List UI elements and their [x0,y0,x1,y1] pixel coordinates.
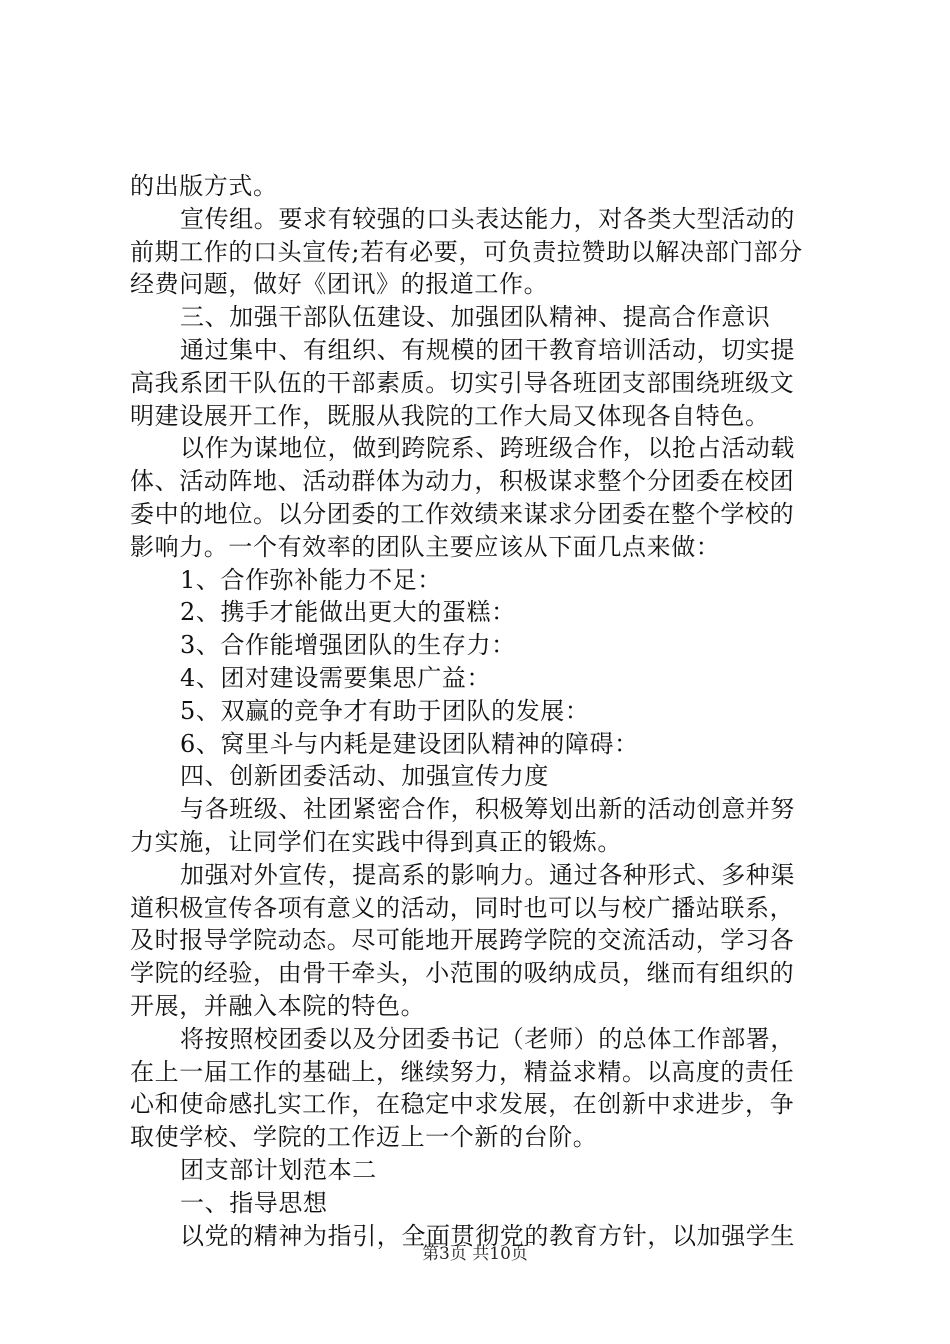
list-item: 5、双赢的竞争才有助于团队的发展： [180,696,590,725]
text-line: 宣传组。要求有较强的口头表达能力，对各类大型活动的 [180,204,795,233]
text-line: 高我系团干队伍的干部素质。切实引导各班团支部围绕班级文 [130,368,795,397]
text-line: 明建设展开工作，既服从我院的工作大局又体现各自特色。 [130,401,770,430]
text-line: 及时报导学院动态。尽可能地开展跨学院的交流活动，学习各 [130,926,795,955]
text-line: 体、活动阵地、活动群体为动力，积极谋求整个分团委在校团 [130,467,795,496]
list-item: 2、携手才能做出更大的蛋糕： [180,598,516,627]
text-line: 开展，并融入本院的特色。 [130,991,426,1020]
list-item: 6、窝里斗与内耗是建设团队精神的障碍： [180,729,639,758]
list-item: 1、合作弥补能力不足： [180,565,442,594]
section-heading: 一、指导思想 [180,1188,328,1217]
text-line: 力实施，让同学们在实践中得到真正的锻炼。 [130,827,622,856]
text-line: 加强对外宣传，提高系的影响力。通过各种形式、多种渠 [180,860,795,889]
text-line: 经费问题，做好《团讯》的报道工作。 [130,270,549,299]
section-heading: 三、加强干部队伍建设、加强团队精神、提高合作意识 [180,303,771,332]
text-line: 以党的精神为指引，全面贯彻党的教育方针，以加强学生 [180,1221,795,1250]
text-line: 前期工作的口头宣传;若有必要，可负责拉赞助以解决部门部分 [130,237,803,266]
section-heading: 四、创新团委活动、加强宣传力度 [180,762,549,791]
text-line: 在上一届工作的基础上，继续努力，精益求精。以高度的责任 [130,1057,795,1086]
text-line: 取使学校、学院的工作迈上一个新的台阶。 [130,1123,598,1152]
text-line: 影响力。一个有效率的团队主要应该从下面几点来做： [130,532,721,561]
text-line: 以作为谋地位，做到跨院系、跨班级合作，以抢占活动载 [180,434,795,463]
text-line: 委中的地位。以分团委的工作效绩来谋求分团委在整个学校的 [130,499,795,528]
text-line: 与各班级、社团紧密合作，积极筹划出新的活动创意并努 [180,795,795,824]
page-number-footer: 第3页 共10页 [422,1244,528,1264]
document-body [130,170,830,1252]
text-line: 的出版方式。 [130,172,278,200]
text-line: 通过集中、有组织、有规模的团干教育培训活动，切实提 [180,335,795,364]
list-item: 3、合作能增强团队的生存力： [180,631,516,660]
list-item: 4、团对建设需要集思广益： [180,663,492,692]
text-line: 心和使命感扎实工作，在稳定中求发展，在创新中求进步，争 [130,1090,795,1119]
text-line: 学院的经验，由骨干牵头，小范围的吸纳成员，继而有组织的 [130,959,795,988]
text-line: 道积极宣传各项有意义的活动，同时也可以与校广播站联系， [130,893,795,922]
section-heading: 团支部计划范本二 [180,1155,377,1184]
text-line: 将按照校团委以及分团委书记（老师）的总体工作部署， [180,1024,795,1053]
